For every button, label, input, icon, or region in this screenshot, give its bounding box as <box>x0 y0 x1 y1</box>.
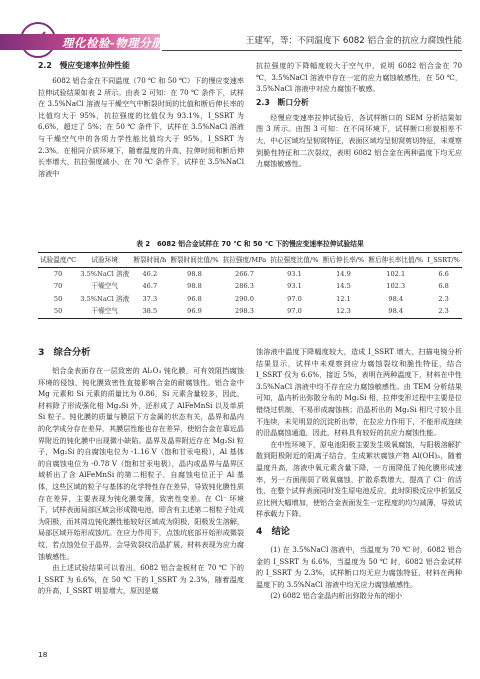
paragraph: 由上述试验结果可以看出，6082 铝合金板材在 70 ℃ 下的 I_SSRT 为 6.6%，在 50 ℃ 下的 I_SSRT 为 2.3%，随着温度的升高，I_SSRT 明显增大，原因是腐 <box>38 563 244 596</box>
table-header-cell: 试验温度/℃ <box>38 253 78 268</box>
table-cell: 2.3 <box>425 306 462 319</box>
table-cell: 50 <box>38 306 78 319</box>
paragraph: 铝合金表面存在一层致密的 Al₂O₃ 钝化膜，可有效阻挡腐蚀环境的侵蚀，钝化膜致密性直接影响合金的耐腐蚀性。铝合金中 Mg 元素和 Si 元素的质量比为 0.86，Si 元素含量较多，因此，材料除了形成强化相 Mg₂Si 外，还形成了 AlFeMnSi 以及单质 Si 粒子。钝化膜的质量与膜层下方金属的状态有关，晶界和晶内的化学成分存在差异，其膜层性能也存在差异，使铝合金在靠近晶界附近的钝化膜中出现微小缺陷。晶界及晶界附近存在 Mg₂Si 粒子，Mg₂Si 的自腐蚀电位为 -1.16 V（饱和甘汞电极），Al 基体的自腐蚀电位为 -0.78 V（饱和甘汞电极），晶内或晶界与晶界区域析出了含 AlFeMnSi 的第二相粒子，自腐蚀电位正于 Al 基体，这些区域的粒子与基体的化学特性存在差异，导致钝化膜性质存在差异，主要表现为钝化膜变薄，致密性变差。在 Cl⁻ 环境下，试样表面局部区域会形成微电池，即含有主述第二相粒子处成为阳极，而其周边钝化膜性能较好区域成为阴极，阳极发生溶解，局部区域开始形成蚀坑。在应力作用下，点蚀坑底部开始形成微裂纹，若点蚀处位于晶界，会导致裂纹沿晶扩展，材料表现为应力腐蚀敏感性。 <box>38 366 244 561</box>
table-title: 表 2 6082 铝合金试样在 70 ℃ 和 50 ℃ 下的慢应变速率拉伸试验结果 <box>136 240 364 248</box>
section-heading: 3 综合分析 <box>38 347 91 358</box>
table-cell: 38.5 <box>131 306 168 319</box>
paragraph: 抗拉强度的下降幅度较大于空气中，说明 6082 铝合金在 70 ℃，3.5%NaCl 溶液中存在一定的应力腐蚀敏感性，在 50 ℃，3.5%NaCl 溶液中对应力腐蚀不敏感。 <box>256 61 462 94</box>
table-header-cell: 断裂时间/h <box>131 253 168 268</box>
paragraph: 6082 铝合金在不同温度（70 ℃ 和 50 ℃）下的慢应变速率拉伸试验结果如表 2 所示。由表 2 可知：在 70 ℃ 条件下，试样在 3.5%NaCl 溶液与干燥空气中断裂时间的比值和断后伸长率的比值均大于 95%，抗拉强度的比值仅为 93.1%，I_SSRT 为 6.6%，超过了 5%；在 50 ℃ 条件下，试样在 3.5%NaCl 溶液与干燥空气中的各项力学性能比值均大于 95%，I_SSRT 为 2.3%。在相同介质环境下，随着温度的升高，拉伸时间和断后伸长率增大，抗拉强度减小，在 70 ℃ 条件下，试样在 3.5%NaCl 溶液中 <box>38 76 244 178</box>
table-cell: 102.1 <box>386 269 406 278</box>
section-heading: 4 结论 <box>256 525 290 537</box>
table-cell: 97.0 <box>268 306 320 319</box>
table-cell: 98.8 <box>187 269 202 278</box>
table-cell: 3.5%NaCl 溶液 <box>80 294 130 303</box>
table-cell: 98.4 <box>366 306 425 319</box>
table-header-cell: 试验环境 <box>78 253 131 268</box>
table-header-cell: 断后伸长率/% <box>321 253 367 268</box>
table-cell: 50 <box>53 294 63 303</box>
paragraph: 在中性环境下，原电池阳极主要发生吸氧腐蚀，与阳极溶解扩散到阳极附近的阳离子结合，生成絮状腐蚀产物 Al(OH)₃，随着温度升高，溶液中氧元素含量下降，一方面降低了钝化膜形成速率，另一方面削弱了吸氧腐蚀，扩散系数增大，提高了 Cl⁻ 的活性，在整个试样表面同时发生原电池反应，此时阴极反应中析氢反应比例大幅增加，使铝合金表面发生一定程度的均匀减薄，导致试样承载力下降。 <box>256 439 462 519</box>
table-header-cell: 断裂时间比值/% <box>168 253 220 268</box>
header-rule <box>162 50 462 51</box>
table-header-cell: 抗拉强度比值/% <box>268 253 320 268</box>
section-heading: 2.3 断口分析 <box>256 97 309 107</box>
data-table <box>38 252 462 319</box>
table-cell: 干燥空气 <box>78 306 131 319</box>
table-header-cell: 抗拉强度/MPa <box>221 253 269 268</box>
table-cell: 97.0 <box>287 294 302 303</box>
table-cell: 98.8 <box>187 282 202 290</box>
table-cell: 46.7 <box>142 282 158 290</box>
table-cell: 14.9 <box>336 269 351 278</box>
table-cell: 286.3 <box>235 282 254 290</box>
paragraph: (1) 在 3.5%NaCl 溶液中，当温度为 70 ℃ 时，6082 铝合金的 I_SSRT 为 6.6%，当温度为 50 ℃ 时，6082 铝合金试样的 I_SSRT 为 2.3%，试样断口均无应力腐蚀特征，材料在两种温度下的 3.5%NaCl 溶液中均无应力腐蚀敏感性。 <box>256 544 462 589</box>
table-cell: 266.7 <box>235 269 254 278</box>
table-cell: 70 <box>53 282 63 290</box>
table-cell: 93.1 <box>287 269 302 278</box>
table-cell: 12.1 <box>336 294 351 303</box>
table-cell: 6.6 <box>438 269 449 278</box>
paragraph: 蚀溶液中温度下降幅度较大，造成 I_SSRT 增大，扫描电镜分析结果显示，试样中未观察到应力腐蚀裂纹和脆性特征，结合 I_SSRT 仅为 6.6%，接近 5%，表明在两种温度下，材料在中性 3.5%NaCl 溶液中均不存在应力腐蚀敏感性。由 TEM 分析结果可知，晶内析出弥散分布的 Mg₂Si 相，拉伸变形过程中主要是位错绕过机制，不易形成腐蚀核；沿晶析出的 Mg₂Si 相尺寸较小且不连续，未见明显的沉淀析出带，在拉应力作用下，不能形成连续的沿晶腐蚀通道，因此，材料具有较好的抗应力腐蚀性能。 <box>256 347 462 438</box>
table-cell: 2.3 <box>438 294 449 303</box>
table-row <box>38 268 462 281</box>
page-number: 18 <box>38 650 48 659</box>
paragraph: (2) 6082 铝合金晶内析出弥散分布的细小 <box>270 591 403 601</box>
right-column-bottom <box>256 346 462 602</box>
table-cell: 6.8 <box>438 282 449 290</box>
table-cell: 12.3 <box>321 306 367 319</box>
table-cell: 93.1 <box>287 282 302 290</box>
table-row <box>38 306 462 319</box>
table-cell: 290.0 <box>235 294 254 303</box>
table-header-cell: I_SSRT/% <box>425 253 462 268</box>
left-column-top <box>38 60 244 179</box>
table-cell: 37.3 <box>142 294 158 303</box>
table-row <box>38 293 462 306</box>
paragraph: 经慢应变速率拉伸试验后，各试样断口的 SEM 分析结果如图 3 所示。由图 3 可知：在不同环境下，试样断口形貌相差不大，中心区域均呈韧窝特征，表面区域均呈韧窝剪切特征，未观察到脆性特征和二次裂纹，表明 6082 铝合金在两种温度下均无应力腐蚀敏感性。 <box>256 112 462 169</box>
section-heading: 2.2 慢应变速率拉伸性能 <box>38 61 130 70</box>
table-cell: 70 <box>53 269 63 278</box>
table-cell: 98.4 <box>388 294 404 303</box>
table-cell: 102.3 <box>386 282 406 290</box>
running-title: 王建军，等：不同温度下 6082 铝合金的抗应力腐蚀性能 <box>245 36 462 46</box>
table-cell: 96.8 <box>187 294 202 303</box>
left-column-bottom <box>38 346 244 597</box>
table-header-cell: 断后伸长率比值/% <box>366 253 425 268</box>
journal-name: 理化检验-物理分册 <box>62 36 164 50</box>
right-column-top <box>256 60 462 170</box>
table-cell: 298.3 <box>221 306 269 319</box>
table-row <box>38 281 462 294</box>
table-cell: 干燥空气 <box>91 282 118 290</box>
table-header-row <box>38 253 462 268</box>
table-cell: 14.5 <box>336 282 351 290</box>
table-cell: 46.2 <box>142 269 158 278</box>
results-table <box>38 238 462 319</box>
table-cell: 96.9 <box>168 306 220 319</box>
table-cell: 3.5%NaCl 溶液 <box>80 269 130 278</box>
page-header <box>0 0 480 58</box>
